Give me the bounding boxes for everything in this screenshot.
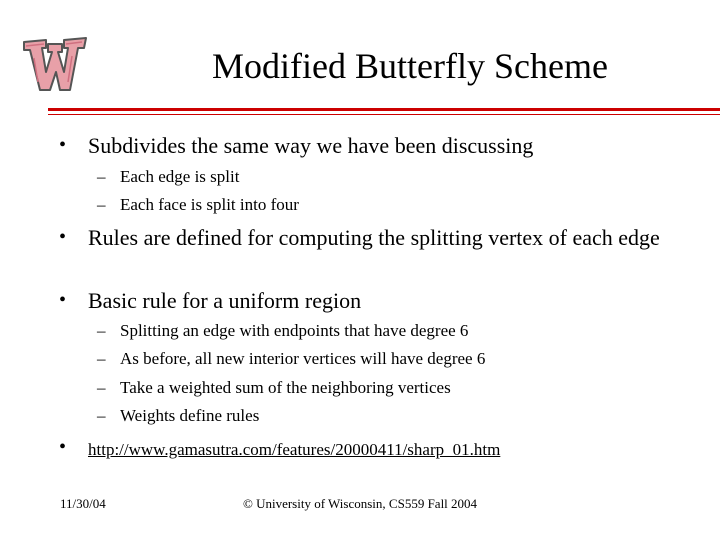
dash-icon: –: [97, 195, 106, 214]
gamasutra-link[interactable]: http://www.gamasutra.com/features/20000411/sharp_01.htm: [88, 440, 501, 459]
footer-date: 11/30/04: [60, 496, 106, 511]
bullet-item: [59, 223, 678, 252]
bullet-item: [59, 286, 362, 315]
bullet-text: Subdivides the same way we have been discussing: [88, 133, 534, 158]
title-divider: [48, 108, 720, 111]
sub-item-text: Take a weighted sum of the neighboring vertices: [120, 378, 451, 397]
dash-icon: –: [97, 378, 106, 397]
bullet-item: [59, 433, 501, 464]
bullet-icon: •: [59, 436, 67, 458]
dash-icon: –: [97, 321, 106, 340]
sub-item-text: Each face is split into four: [120, 195, 299, 214]
dash-icon: –: [97, 349, 106, 368]
sub-item: [97, 348, 486, 370]
sub-item-text: As before, all new interior vertices will have degree 6: [120, 349, 486, 368]
bullet-icon: •: [59, 226, 67, 248]
sub-item: [97, 377, 451, 399]
sub-item: [97, 194, 299, 216]
bullet-text: Rules are defined for computing the splitting vertex of each edge: [88, 225, 660, 250]
footer-copyright: © University of Wisconsin, CS559 Fall 2004: [242, 496, 478, 511]
sub-item-text: Weights define rules: [120, 406, 260, 425]
bullet-text: Basic rule for a uniform region: [88, 288, 362, 313]
dash-icon: –: [97, 167, 106, 186]
sub-item: [97, 320, 469, 342]
slide-title: Modified Butterfly Scheme: [212, 46, 608, 86]
sub-item: [97, 405, 260, 427]
bullet-icon: •: [59, 289, 67, 311]
motion-w-icon: [18, 28, 90, 100]
sub-item: [97, 166, 240, 188]
dash-icon: –: [97, 406, 106, 425]
sub-item-text: Each edge is split: [120, 167, 240, 186]
bullet-icon: •: [59, 134, 67, 156]
title-divider-thin: [48, 114, 720, 115]
bullet-item: [59, 131, 534, 160]
sub-item-text: Splitting an edge with endpoints that have degree 6: [120, 321, 469, 340]
